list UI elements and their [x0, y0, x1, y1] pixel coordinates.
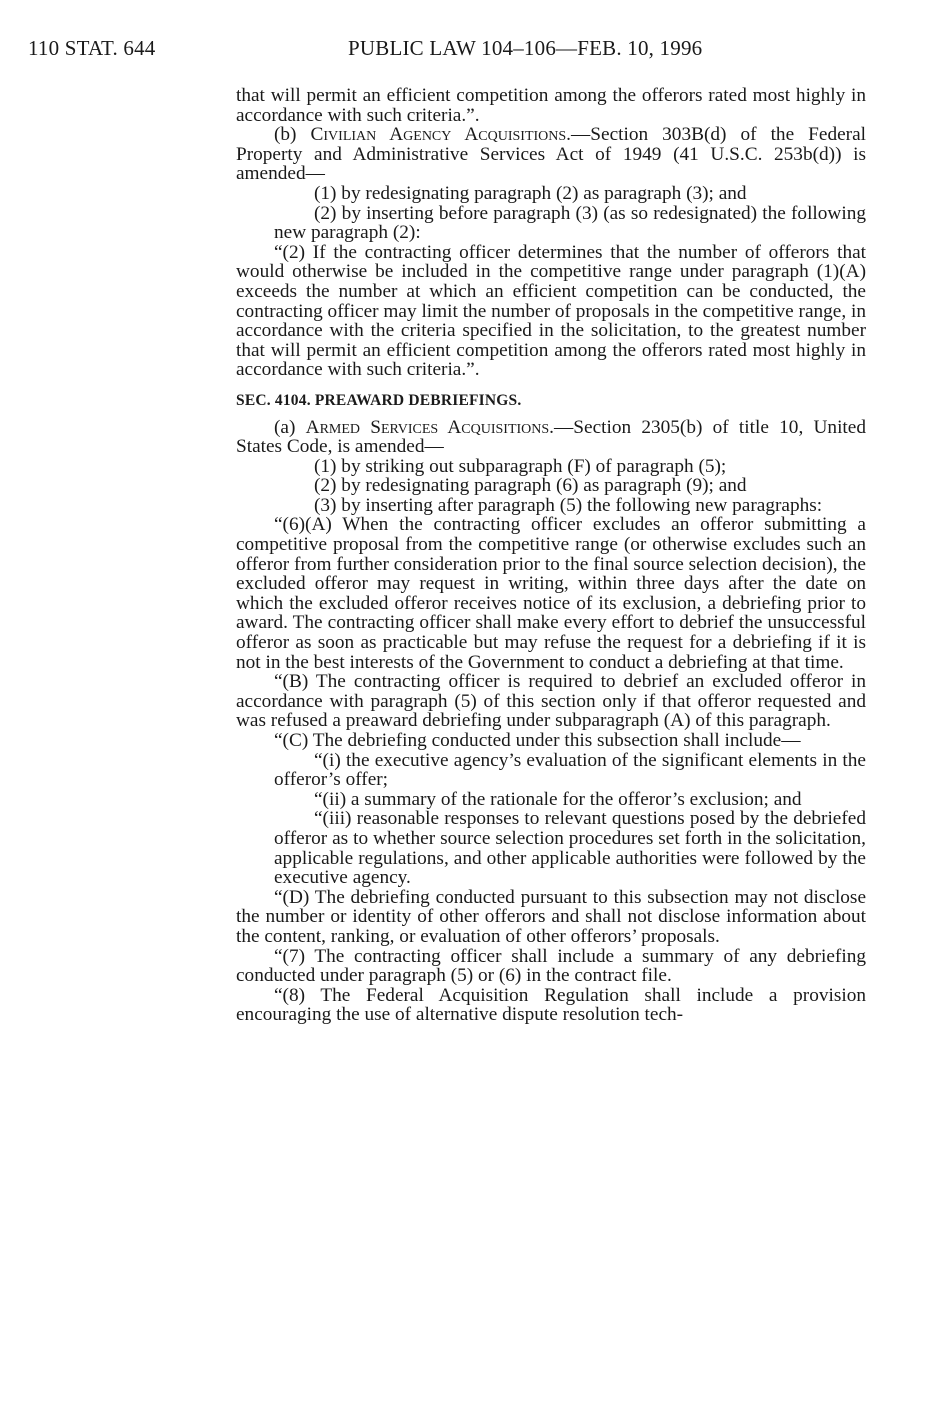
- document-body: [236, 86, 866, 1025]
- subsection-caption: Armed Services Acquisitions.: [305, 416, 554, 438]
- clause-iii: “(iii) reasonable responses to relevant questions posed by the debriefed offeror as to whether source selection procedures set forth in the solicitation, applicable regulations, and other applicable authorities were followed by the executive agency.: [274, 808, 866, 889]
- subsection-label: (a): [274, 416, 306, 438]
- section-heading: SEC. 4104. PREAWARD DEBRIEFINGS.: [236, 391, 522, 409]
- page-header: [28, 36, 928, 66]
- paragraph-continuation: that will permit an efficient competition among the offerors rated most highly in accordance with such criteria.”.: [236, 85, 866, 126]
- paragraph-6a: “(6)(A) When the contracting officer excludes an offeror submitting a competitive proposal from the competitive range (or otherwise excludes such an offeror from further consideration prior to the final source selection decision), the excluded offeror may request in writing, within three days after the date on which the excluded offeror receives notice of its exclusion, a debriefing prior to award. The contracting officer shall make every effort to debrief the unsuccessful offeror as soon as practicable but may refuse the request for a debriefing if it is not in the best interests of the Government to conduct a debriefing at that time.: [236, 514, 866, 673]
- clause-ii: “(ii) a summary of the rationale for the offeror’s exclusion; and: [314, 788, 802, 810]
- subsection-caption: Civilian Agency Acquisitions.: [310, 124, 571, 146]
- subsection-label: (b): [274, 124, 311, 146]
- paragraph-6d: “(D) The debriefing conducted pursuant to this subsection may not disclose the number or identity of other offerors and shall not disclose information about the content, ranking, or evaluation of other offerors’ proposals.: [236, 886, 866, 947]
- paragraph-6c: “(C) The debriefing conducted under this subsection shall include—: [274, 730, 801, 751]
- amendment-item-3: (3) by inserting after paragraph (5) the following new paragraphs:: [314, 494, 823, 516]
- amendment-item-2: (2) by inserting before paragraph (3) (as so redesignated) the following new paragraph (2):: [274, 202, 866, 244]
- public-law-citation: PUBLIC LAW 104–106—FEB. 10, 1996: [348, 36, 703, 60]
- amendment-item-2: (2) by redesignating paragraph (6) as paragraph (9); and: [314, 475, 747, 497]
- paragraph-armed-services: [236, 418, 866, 457]
- amendment-item-1: (1) by striking out subparagraph (F) of paragraph (5);: [314, 455, 727, 477]
- inserted-paragraph-2: “(2) If the contracting officer determines that the number of offerors that would otherwise be included in the competitive range under paragraph (1)(A) exceeds the number at which an efficient competition can be conducted, the contracting officer may limit the number of proposals in the competitive range, in accordance with the criteria specified in the solicitation, to the greatest number that will permit an efficient competition among the offerors rated most highly in accordance with such criteria.”.: [236, 241, 866, 381]
- paragraph-8: “(8) The Federal Acquisition Regulation shall include a provision encouraging the use of alternative dispute resolution tech-: [236, 984, 866, 1026]
- subsection-text: —Section 2305(b) of title 10, United States Code, is amended—: [236, 416, 866, 458]
- paragraph-civilian-agency: [236, 125, 866, 184]
- paragraph-7: “(7) The contracting officer shall include a summary of any debriefing conducted under paragraph (5) or (6) in the contract file.: [236, 945, 866, 987]
- subsection-text: —Section 303B(d) of the Federal Property and Administrative Services Act of 1949 (41 U.S.C. 253b(d)) is amended—: [236, 124, 866, 185]
- statute-page-number: 110 STAT. 644: [28, 36, 156, 60]
- paragraph-6b: “(B) The contracting officer is required to debrief an excluded offeror in accordance with paragraph (5) of this section only if that offeror requested and was refused a preaward debriefing under subparagraph (A) of this paragraph.: [236, 671, 866, 732]
- clause-i: “(i) the executive agency’s evaluation of the significant elements in the offeror’s offer;: [274, 749, 866, 791]
- amendment-item-1: (1) by redesignating paragraph (2) as paragraph (3); and: [314, 182, 747, 204]
